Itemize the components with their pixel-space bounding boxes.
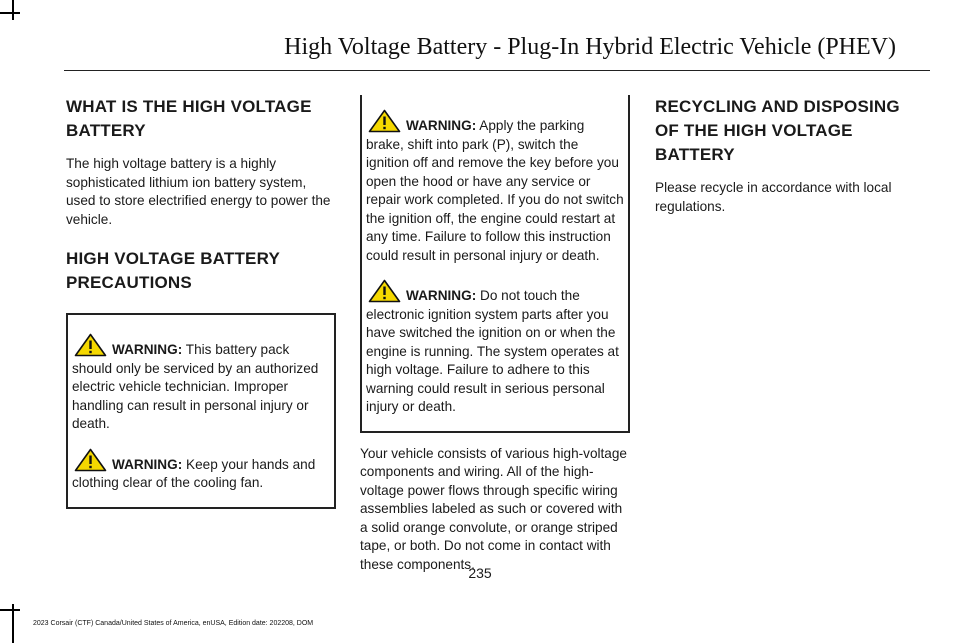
warning-triangle-icon xyxy=(368,279,401,303)
page-header-title: High Voltage Battery - Plug-In Hybrid Electric Vehicle (PHEV) xyxy=(284,34,896,60)
warning-label: WARNING: xyxy=(406,118,477,133)
warning-item xyxy=(72,333,330,448)
warning-box xyxy=(66,313,336,509)
warning-text: Keep your hands and clothing clear of the cooling fan. xyxy=(72,456,316,490)
recycling-paragraph: Please recycle in accordance with local regulations. xyxy=(655,180,892,214)
footer-edition-text: 2023 Corsair (CTF) Canada/United States of America, enUSA, Edition date: 202208, DOM xyxy=(33,620,314,627)
warning-text: This battery pack should only be serviced by an authorized electric vehicle technician. Improper handling can result in personal injury or death. xyxy=(72,342,319,431)
warning-triangle-icon xyxy=(368,109,401,133)
warning-item xyxy=(366,109,624,279)
warning-triangle-icon xyxy=(74,333,107,357)
warning-box xyxy=(360,95,630,433)
warning-text: Apply the parking brake, shift into park (P), switch the ignition off and remove the key before you open the hood or have any service or repair work completed. If you do not switch the ignition off, the engine could restart at any time. Failure to follow this instruction could result in personal injury or death. xyxy=(366,118,624,263)
components-paragraph: Your vehicle consists of various high-voltage components and wiring. All of the high-voltage power flows through specific wiring assemblies labeled as such or covered with a solid orange convolute, or orange striped tape, or both. Do not come in contact with these components. xyxy=(360,445,627,572)
middle-column xyxy=(360,95,630,592)
crop-mark xyxy=(0,609,20,611)
section-heading-precautions: HIGH VOLTAGE BATTERY PRECAUTIONS xyxy=(66,249,280,292)
warning-item xyxy=(366,279,624,431)
warning-item xyxy=(72,448,330,507)
warning-triangle-icon xyxy=(74,448,107,472)
warning-label: WARNING: xyxy=(112,342,183,357)
page-number: 235 xyxy=(468,565,492,581)
section-heading-recycling: RECYCLING AND DISPOSING OF THE HIGH VOLTAGE BATTERY xyxy=(655,97,900,164)
header-rule xyxy=(64,70,930,71)
crop-mark xyxy=(12,0,14,20)
section-heading-what-is: WHAT IS THE HIGH VOLTAGE BATTERY xyxy=(66,97,312,140)
intro-paragraph: The high voltage battery is a highly sophisticated lithium ion battery system, used to store electrified energy to power the vehicle. xyxy=(66,156,331,227)
crop-mark xyxy=(0,12,20,14)
left-column xyxy=(66,95,336,509)
warning-label: WARNING: xyxy=(406,288,477,303)
right-column xyxy=(655,95,925,234)
warning-text: Do not touch the electronic ignition system parts after you have switched the ignition on or when the engine is running. The system operates at high voltage. Failure to adhere to this warning could result in serious personal injury or death. xyxy=(366,288,619,414)
warning-label: WARNING: xyxy=(112,456,183,472)
